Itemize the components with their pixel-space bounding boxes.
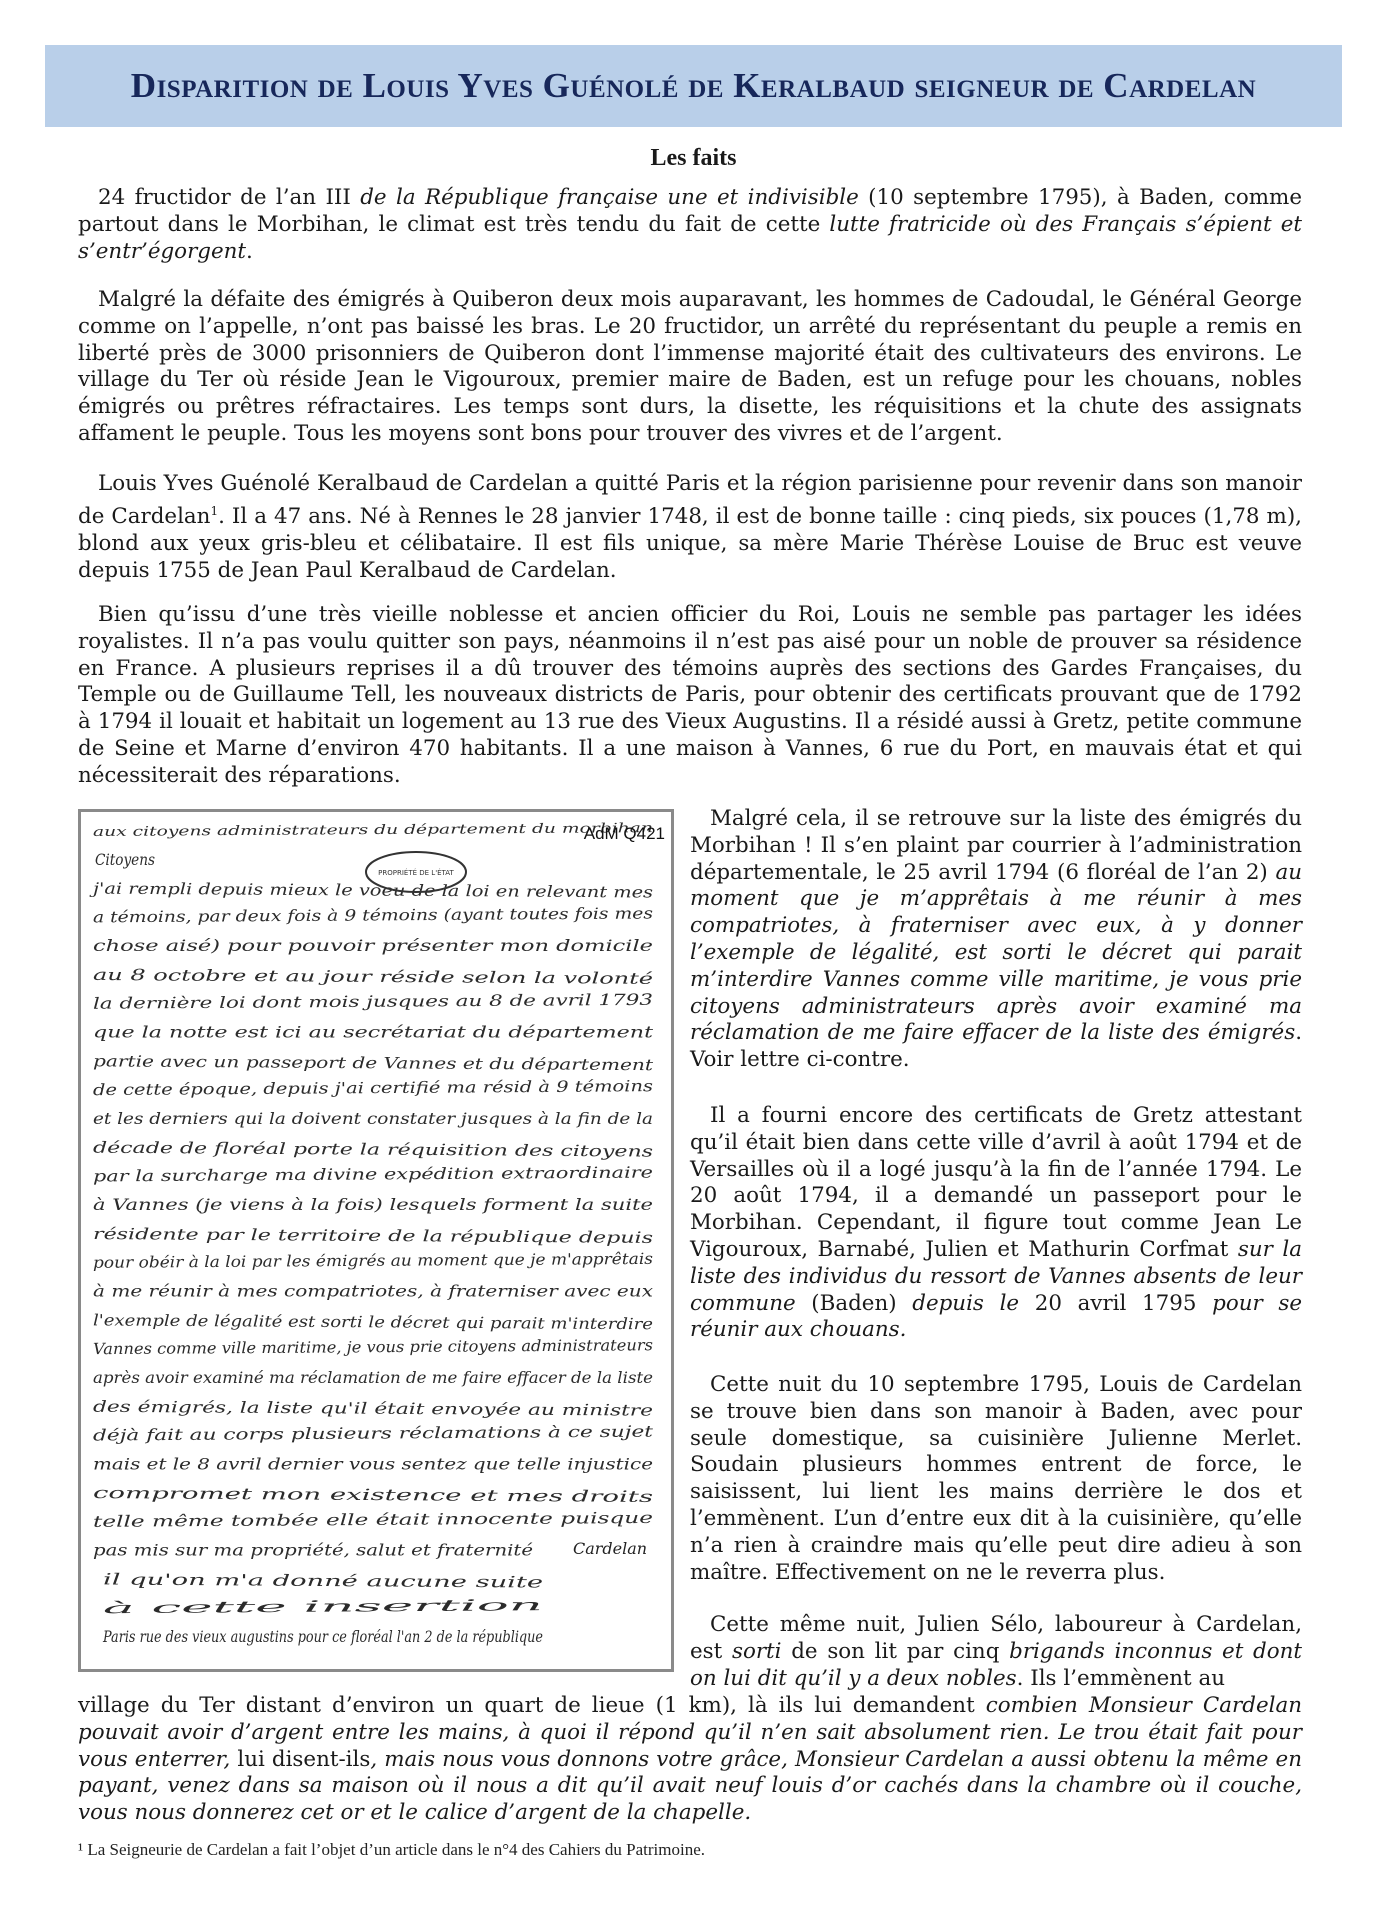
c1-text-b: au moment que je m’apprêtais à me réunir à mes compatriotes, à fraterniser avec eux, à y donner l’exemple de légalité, est sorti le décret qui parait m’interdire Vannes comme ville maritime, je vous prie citoyens administrateurs après avoir examiné ma réclamation de me faire effacer de la liste des émigrés [690,859,1302,1046]
handwritten-letter-image [78,809,674,1672]
paragraph-intro [78,185,1302,265]
paragraph-biography [78,471,1302,584]
section-heading: Les faits [650,145,737,171]
letter-script-line: chose aisé) pour pouvoir présenter mon domicile [93,937,653,956]
p5-text-d: , mais nous vous donnons votre grâce, Monsieur Cardelan a aussi obtenu la même en payant, venez dans sa maison où il nous a dit qu’il avait neuf louis d’or cachés dans la chambre où il couche, vous nous donnerez cet or et le calice d’argent de la chapelle. [78,1746,1302,1826]
c1-text-c: . Voir lettre ci-contre. [690,1020,1302,1073]
c4-text-e: . Ils l’emmènent au [1016,1665,1225,1691]
footnote: ¹ La Seigneurie de Cardelan a fait l’objet d’un article dans le n°4 des Cahiers du Patrimoine. [78,1840,705,1859]
page-title: Disparition de Louis Yves Guénolé de Keralbaud seigneur de Cardelan [130,66,1257,105]
paragraph-context [78,287,1302,448]
letter-script-line: il qu'on m'a donné aucune suite [102,1570,354,1591]
letter-script-line: a témoins, par deux fois à 9 témoins (ayant toutes fois mes [92,905,556,927]
p3-text-a: Louis Yves Guénolé Keralbaud de Cardelan a quitté Paris et la région parisienne pour revenir dans son manoir de Cardelan [78,471,1302,529]
c2-text-a: Il a fourni encore des certificats de Gretz attestant qu’il était bien dans cette ville d’avril à août 1794 et de Versailles où il a logé jusqu’à la fin de l’année 1794. Le 20 août 1794, il a demandé un passeport pour le Morbihan. Cependant, il figure tout comme Jean Le Vigouroux, Barnabé, Julien et Mathurin Corfmat [690,1103,1302,1262]
letter-script-line: l'exemple de légalité est sorti le décret qui parait m'interdire [92,1311,575,1333]
c4-text-c: de son lit par cinq [781,1638,1010,1664]
letter-script-line: résidente par le territoire de la république depuis [92,1225,486,1246]
letter-script-line: partie avec un passeport de Vannes et du département [92,1052,525,1074]
p2-text: Malgré la défaite des émigrés à Quiberon deux mois auparavant, les hommes de Cadoudal, le Général George comme on l’appelle, n’ont pas baissé les bras. Le 20 fructidor, un arrêté du représentant du peuple a remis en liberté près de 3000 prisonniers de Quiberon dont l’immense majorité était des cultivateurs des environs. Le village du Ter où réside Jean le Vigouroux, premier maire de Baden, est un refuge pour les chouans, nobles émigrés ou prêtres réfractaires. Les temps sont durs, la disette, les réquisitions et la chute des assignats affament le peuple. Tous les moyens sont bons pour trouver des vivres et de l’argent. [78,287,1302,446]
letter-script-line: compromet mon existence et mes droits [92,1484,409,1505]
p5-text-b: combien Monsieur Cardelan pouvait avoir d’argent entre les mains, à quoi il répond qu’il n’en sait absolument rien. Le trou était fait pour vous enterrer, [78,1693,1302,1772]
letter-script-line: de cette époque, depuis j'ai certifié ma résid à 9 témoins [92,1077,540,1100]
c2-text-c: (Baden) [795,1290,913,1316]
column-paragraph-abduction [690,1372,1302,1586]
paragraph-ransom [78,1693,1302,1827]
c4-text-a: Cette même nuit, Julien Sélo, laboureur à Cardelan, est [690,1612,1302,1664]
c4-text-b: sorti [731,1638,782,1664]
letter-script-line: j'ai rempli depuis mieux le voeu de la loi en relevant mes [92,879,541,901]
svg-text:PROPRIÉTÉ DE L'ÉTAT: PROPRIÉTÉ DE L'ÉTAT [378,869,454,877]
title-banner [45,45,1342,127]
c4-text-d: brigands inconnus et dont on lui dit qu’il y a deux nobles [690,1638,1302,1691]
letter-script-line: que la notte est ici au secrétariat du département [93,1023,655,1042]
c2-text-f: pour se réunir aux chouans. [690,1290,1302,1343]
letter-script-line: et les derniers qui la doivent constater jusques à la fin de la [93,1109,653,1128]
p3-text-b: . Il a 47 ans. Né à Rennes le 28 janvier 1748, il est de bonne taille : cinq pieds, six pouces (1,78 m), blond aux yeux gris-bleu et célibataire. Il est fils unique, sa mère Marie Thérèse Louise de Bruc est veuve depuis 1755 de Jean Paul Keralbaud de Cardelan. [78,503,1302,583]
c2-text-e: 20 avril 1795 [1019,1290,1213,1316]
p4-text: Bien qu’issu d’une très vieille noblesse et ancien officier du Roi, Louis ne semble pas partager les idées royalistes. Il n’a pas voulu quitter son pays, néanmoins il n’est pas aisé pour un noble de prouver sa résidence en France. A plusieurs reprises il a dû trouver des témoins auprès des sections des Gardes Françaises, du Temple ou de Guillaume Tell, les nouveaux districts de Paris, pour obtenir des certificats prouvant que de 1792 à 1794 il louait et habitait un logement au 13 rue des Vieux Augustins. Il a résidé aussi à Gretz, petite commune de Seine et Marne d’environ 470 habitants. Il a une maison à Vannes, 6 rue du Port, en mauvais état et qui nécessiterait des réparations. [78,602,1302,788]
letter-handwriting [81,812,671,1669]
column-paragraph-selo [690,1612,1302,1692]
letter-script-line: mais et le 8 avril dernier vous sentez que telle injustice [93,1455,653,1474]
letter-script-line: pas mis sur ma propriété, salut et fraternité [93,1541,533,1560]
column-paragraph-complaint [690,806,1302,1074]
letter-script-line: après avoir examiné ma réclamation de me faire effacer de la liste [93,1368,653,1387]
letter-script-line: au 8 octobre et au jour réside selon la volonté [92,965,455,987]
column-paragraph-certificates [690,1103,1302,1344]
letter-script-line: la dernière loi dont mois jusques au 8 de avril 1793 [92,991,499,1013]
letter-script-line: Citoyens [95,850,156,869]
p1-text-d: lutte fratricide où des Français s’épient et s’entr’égorgent [78,211,1302,264]
footnote-marker: 1 [210,503,219,518]
letter-script-line: à cette insertion [102,1598,232,1618]
letter-script-line: par la surcharge ma divine expédition extraordinaire [92,1164,511,1186]
letter-script-line: Paris rue des vieux augustins pour ce floréal l'an 2 de la république [102,1628,543,1646]
letter-script-line: à me réunir à mes compatriotes, à fraterniser avec eux [93,1282,654,1301]
letter-script-line: à Vannes (je viens à la fois) lesquels forment la suite [93,1196,653,1215]
letter-script-line: pour obéir à la loi par les émigrés au moment que je m'apprêtais [92,1250,604,1272]
letter-script-line: décade de floréal porte la réquisition des citoyens [92,1138,487,1160]
letter-script-line: aux citoyens administrateurs du département du morbihan [92,822,483,840]
letter-script-line: Vannes comme ville maritime, je vous prie citoyens administrateurs [92,1336,627,1359]
p5-text-a: village du Ter distant d’environ un quart de lieue (1 km), là ils lui demandent [78,1693,986,1718]
letter-script-line: telle même tombée elle était innocente puisque [92,1510,467,1531]
c3-text: Cette nuit du 10 septembre 1795, Louis de Cardelan se trouve bien dans son manoir à Baden, avec pour seule domestique, sa cuisinière Julienne Merlet. Soudain plusieurs hommes entrent de force, le saisissent, lui lient les mains derrière le dos et l’emmènent. L’un d’entre eux dit à la cuisinière, qu’elle n’a rien à craindre mais qu’elle peut dire adieu à son maître. Effectivement on ne le reverra plus. [690,1372,1302,1585]
paragraph-residence [78,602,1302,790]
c2-text-b: sur la liste des individus du ressort de Vannes absents de leur commune [690,1236,1303,1316]
c1-text-a: Malgré cela, il se retrouve sur la liste des émigrés du Morbihan ! Il s’en plaint par courrier à l’administration départementale, le 25 avril 1794 (6 floréal de l’an 2) [690,806,1302,885]
p1-text-a: 24 fructidor de l’an III [98,185,361,210]
letter-signature: Cardelan [573,1539,648,1558]
p1-text-e: . [246,238,253,264]
c2-text-d: depuis le [912,1290,1020,1316]
p1-text-c: (10 septembre 1795), à Baden, comme partout dans le Morbihan, le climat est très tendu du fait de cette [78,185,1302,237]
letter-script-line: des émigrés, la liste qu'il était envoyée au ministre [92,1397,495,1419]
letter-script-line: déjà fait au corps plusieurs réclamations à ce sujet [92,1423,494,1445]
p1-text-b: de la République française une et indivisible [360,185,859,210]
letter-archive-reference: AdM Q421 [583,824,665,843]
p5-text-c: lui disent-ils [230,1746,371,1772]
